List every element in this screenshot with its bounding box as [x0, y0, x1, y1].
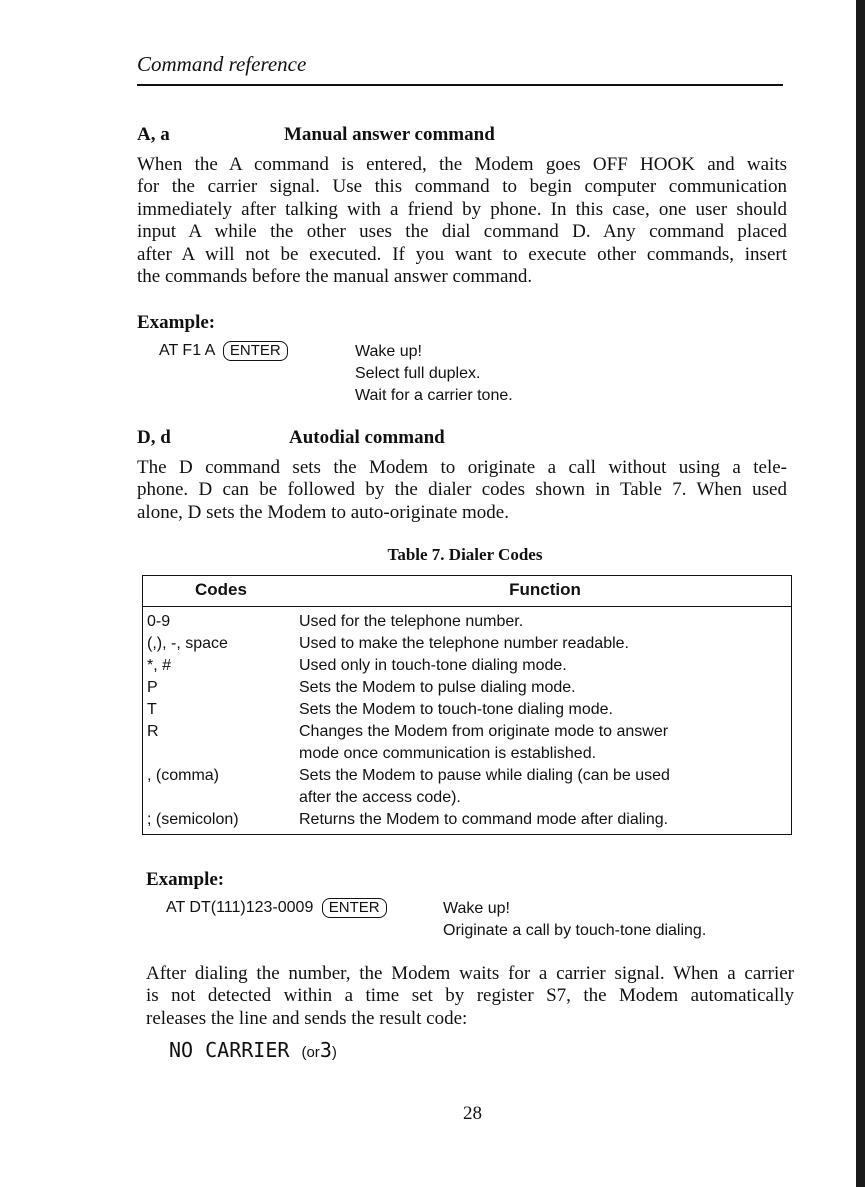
example-note: Wake up!	[355, 343, 422, 360]
table-row	[143, 633, 792, 655]
function-line: mode once communication is established.	[299, 745, 597, 762]
command-text: AT DT(111)123-0009	[166, 899, 314, 916]
header-codes: Codes	[143, 576, 300, 607]
code-cell: P	[147, 679, 158, 696]
header-function: Function	[299, 576, 792, 607]
example-label: Example:	[146, 869, 225, 890]
result-code-text: NO CARRIER	[169, 1038, 290, 1062]
closing-body	[146, 963, 794, 1030]
table-row	[143, 655, 792, 677]
code-cell: ; (semicolon)	[147, 811, 239, 828]
example-note: Select full duplex.	[355, 365, 481, 382]
function-cell: Used for the telephone number.	[299, 613, 524, 630]
section-d-title: Autodial command	[289, 427, 445, 448]
enter-key-icon: ENTER	[223, 341, 288, 361]
code-cell: *, #	[147, 657, 172, 674]
result-alt-value: 3	[319, 1038, 332, 1062]
example-notes	[355, 341, 513, 407]
code-cell: , (comma)	[147, 767, 219, 784]
function-cell: Used only in touch-tone dialing mode.	[299, 657, 567, 674]
body-line: for the carrier signal. Use this command to begin computer communication	[137, 176, 787, 198]
body-line: the commands before the manual answer command.	[137, 266, 533, 288]
table-header-row	[143, 576, 792, 607]
table-row	[143, 699, 792, 721]
function-line: Changes the Modem from originate mode to answer	[299, 723, 669, 740]
body-line: phone. D can be followed by the dialer codes shown in Table 7. When used	[137, 479, 787, 501]
body-line: is not detected within a time set by register S7, the Modem automatically	[146, 985, 794, 1007]
function-cell	[299, 765, 792, 809]
code-cell: T	[147, 701, 157, 718]
example-command	[166, 898, 387, 918]
dialer-codes-table	[142, 575, 792, 835]
body-line: alone, D sets the Modem to auto-originate mode.	[137, 501, 509, 523]
header-rule	[137, 84, 783, 86]
page-edge-shadow	[856, 0, 865, 1187]
table-row	[143, 809, 792, 835]
table-row	[143, 721, 792, 765]
function-line: after the access code).	[299, 789, 461, 806]
result-alt-suffix: )	[331, 1044, 337, 1061]
example-note: Wake up!	[443, 900, 510, 917]
table-row	[143, 765, 792, 809]
body-line: after A will not be executed. If you want to execute other commands, insert	[137, 243, 787, 265]
table-row	[143, 607, 792, 634]
section-d-key: D, d	[137, 427, 171, 448]
function-cell	[299, 721, 792, 765]
code-cell: 0-9	[147, 613, 171, 630]
example-label: Example:	[137, 312, 216, 333]
table-caption: Table 7. Dialer Codes	[387, 545, 543, 564]
function-cell: Used to make the telephone number readable.	[299, 635, 629, 652]
example-notes	[443, 898, 706, 942]
function-cell: Sets the Modem to touch-tone dialing mode.	[299, 701, 613, 718]
function-cell: Returns the Modem to command mode after dialing.	[299, 811, 669, 828]
page-number: 28	[463, 1103, 482, 1124]
section-a-body	[137, 154, 787, 288]
table-row	[143, 677, 792, 699]
code-cell: (,), -, space	[147, 635, 228, 652]
section-a-key: A, a	[137, 124, 170, 145]
body-line: The D command sets the Modem to originate a call without using a tele-	[137, 457, 787, 478]
function-line: Sets the Modem to pause while dialing (can be used	[299, 767, 670, 784]
example-command	[159, 341, 288, 361]
section-a-title: Manual answer command	[284, 124, 495, 145]
result-code	[169, 1038, 337, 1062]
example-note: Wait for a carrier tone.	[355, 387, 513, 404]
enter-key-icon: ENTER	[322, 898, 387, 918]
section-d-body	[137, 457, 787, 524]
example-note: Originate a call by touch-tone dialing.	[443, 922, 707, 939]
code-cell: R	[147, 723, 159, 740]
body-line: releases the line and sends the result code:	[146, 1007, 468, 1029]
command-text: AT F1 A	[159, 342, 215, 359]
body-line: immediately after talking with a friend by phone. In this case, one user should	[137, 198, 787, 220]
function-cell: Sets the Modem to pulse dialing mode.	[299, 679, 576, 696]
running-header: Command reference	[137, 52, 307, 76]
body-line: When the A command is entered, the Modem goes OFF HOOK and waits	[137, 154, 787, 175]
body-line: input A while the other uses the dial command D. Any command placed	[137, 221, 787, 243]
result-alt-prefix: (or	[301, 1044, 320, 1061]
body-line: After dialing the number, the Modem waits for a carrier signal. When a carrier	[146, 963, 794, 984]
